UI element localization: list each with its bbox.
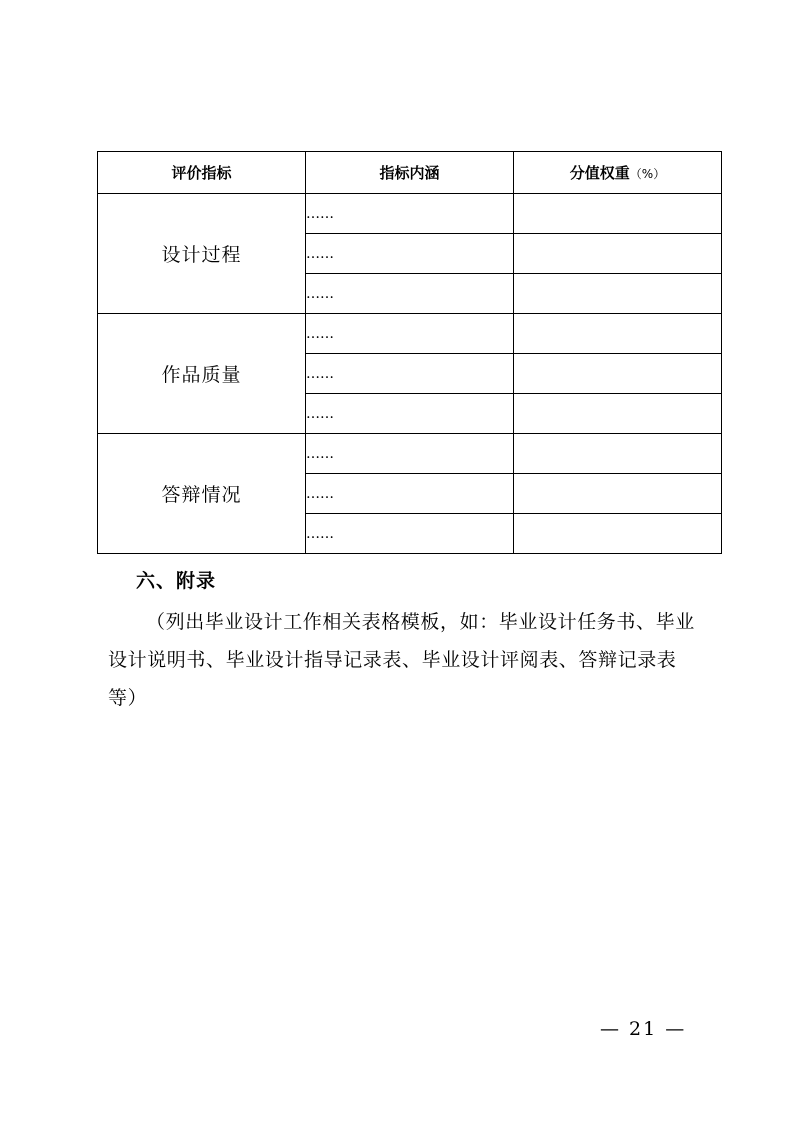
weight-cell xyxy=(514,434,722,474)
indicator-content-cell: …… xyxy=(306,474,514,514)
header-indicator: 评价指标 xyxy=(98,152,306,194)
indicator-content-cell: …… xyxy=(306,194,514,234)
header-weight-label: 分值权重 xyxy=(569,164,630,182)
indicator-content-cell: …… xyxy=(306,234,514,274)
category-work-quality: 作品质量 xyxy=(98,314,306,434)
header-content: 指标内涵 xyxy=(306,152,514,194)
category-design-process: 设计过程 xyxy=(98,194,306,314)
indicator-content-cell: …… xyxy=(306,434,514,474)
weight-cell xyxy=(514,234,722,274)
page-number: — 21 — xyxy=(600,1018,687,1040)
table-row xyxy=(98,314,722,354)
weight-cell xyxy=(514,354,722,394)
section-heading-appendix: 六、附录 xyxy=(136,570,217,592)
section-body-appendix: （列出毕业设计工作相关表格模板，如：毕业设计任务书、毕业设计说明书、毕业设计指导记录表、毕业设计评阅表、答辩记录表等） xyxy=(108,611,695,709)
indicator-content-cell: …… xyxy=(306,354,514,394)
weight-cell xyxy=(514,194,722,234)
weight-cell xyxy=(514,314,722,354)
evaluation-table xyxy=(97,151,722,554)
table-header-row xyxy=(98,152,722,194)
indicator-content-cell: …… xyxy=(306,394,514,434)
weight-cell xyxy=(514,274,722,314)
indicator-content-cell: …… xyxy=(306,314,514,354)
weight-cell xyxy=(514,474,722,514)
category-defense-performance: 答辩情况 xyxy=(98,434,306,554)
weight-cell xyxy=(514,514,722,554)
indicator-content-cell: …… xyxy=(306,274,514,314)
table-row xyxy=(98,194,722,234)
indicator-content-cell: …… xyxy=(306,514,514,554)
header-weight xyxy=(514,152,722,194)
table-row xyxy=(98,434,722,474)
header-weight-unit: （%） xyxy=(629,167,666,181)
weight-cell xyxy=(514,394,722,434)
